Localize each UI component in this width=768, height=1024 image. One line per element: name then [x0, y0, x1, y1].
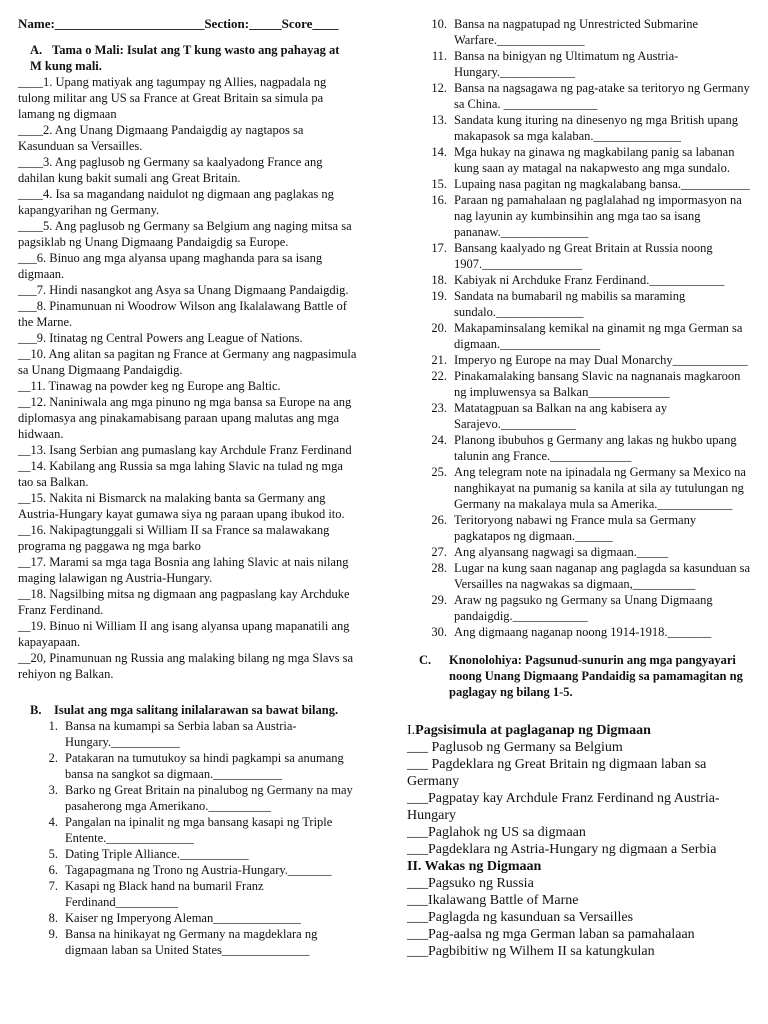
- identification-item: [18, 878, 360, 910]
- item-text: Pangalan na ipinalit ng mga bansang kasapi ng Triple Entente.______________: [65, 815, 333, 845]
- identification-item: [407, 192, 752, 240]
- true-false-item: ___7. Hindi nasangkot ang Asya sa Unang Digmaang Pandaigdig.: [18, 283, 349, 297]
- identification-item: [407, 368, 752, 400]
- section-b-items-left: [18, 718, 360, 958]
- item-text: Imperyo ng Europe na may Dual Monarchy____________: [454, 353, 748, 367]
- identification-item: [18, 750, 360, 782]
- chronology-item: ___Pagpatay kay Archdule Franz Ferdinand ng Austria-Hungary: [407, 791, 720, 823]
- identification-item: [407, 80, 752, 112]
- item-number: 10.: [431, 17, 447, 31]
- item-number: 16.: [431, 193, 447, 207]
- true-false-item: ____1. Upang matiyak ang tagumpay ng Allies, nagpadala ng tulong militar ang US sa France at Great Britain sa simula pa lamang ng digmaan: [18, 75, 327, 121]
- item-text: Barko ng Great Britain na pinalubog ng Germany na may pasaherong mga Amerikano.__________: [65, 783, 353, 813]
- section-a-heading: [30, 42, 352, 74]
- item-text: Ang digmaang naganap noong 1914-1918._______: [454, 625, 712, 639]
- true-false-item: ____5. Ang paglusob ng Germany sa Belgium ang naging mitsa sa pagsiklab ng Unang Digmaang Pandaigdig sa Europe.: [18, 219, 352, 249]
- identification-item: [18, 926, 360, 958]
- section-c-title: Knonolohiya: Pagsunud-sunurin ang mga pangyayari noong Unang Digmaang Pandaidig sa pamamagitan ng paglagay ng bilang 1-5.: [449, 653, 743, 699]
- item-number: 15.: [431, 177, 447, 191]
- true-false-item: ____3. Ang paglusob ng Germany sa kaalyadong France ang dahilan kung bakit sumali ang Great Britain.: [18, 155, 323, 185]
- chronology-item: ___Pagbibitiw ng Wilhem II sa katungkulan: [407, 944, 655, 959]
- worksheet-header: Name:_______________________Section:_____Score____: [18, 16, 339, 31]
- item-number: 27.: [431, 545, 447, 559]
- identification-item: [407, 624, 752, 640]
- item-text: Kasapi ng Black hand na bumaril Franz Ferdinand__________: [65, 879, 264, 909]
- item-number: 9.: [48, 927, 58, 941]
- true-false-item: __18. Nagsilbing mitsa ng digmaan ang pagpaslang kay Archduke Franz Ferdinand.: [18, 587, 350, 617]
- item-text: Bansa na nagpatupad ng Unrestricted Submarine Warfare.______________: [454, 17, 699, 47]
- section-b-title: Isulat ang mga salitang inilalarawan sa bawat bilang.: [54, 703, 339, 717]
- true-false-item: __17. Marami sa mga taga Bosnia ang lahing Slavic at nais nilang maging lalawigan ng Austria-Hungary.: [18, 555, 349, 585]
- identification-item: [407, 240, 752, 272]
- identification-item: [407, 560, 752, 592]
- chronology-item: ___Paglagda ng kasunduan sa Versailles: [407, 910, 634, 925]
- item-number: 18.: [431, 273, 447, 287]
- true-false-item: ___6. Binuo ang mga alyansa upang maghanda para sa isang digmaan.: [18, 251, 323, 281]
- item-number: 14.: [431, 145, 447, 159]
- true-false-item: ___9. Itinatag ng Central Powers ang League of Nations.: [18, 331, 303, 345]
- item-number: 4.: [48, 815, 58, 829]
- section-b-items-right: [407, 16, 752, 640]
- item-number: 28.: [431, 561, 447, 575]
- item-text: Lupaing nasa pagitan ng magkalabang bansa.___________: [454, 177, 750, 191]
- identification-item: [18, 718, 360, 750]
- item-text: Bansang kaalyado ng Great Britain at Russia noong 1907.________________: [454, 241, 713, 271]
- chronology-item: ___Ikalawang Battle of Marne: [407, 893, 579, 908]
- chronology-list: [407, 722, 752, 960]
- chronology-item: ___Pag-aalsa ng mga German laban sa pamahalaan: [407, 927, 695, 942]
- item-text: Ang alyansang nagwagi sa digmaan._____: [454, 545, 669, 559]
- item-number: 17.: [431, 241, 447, 255]
- identification-item: [407, 288, 752, 320]
- identification-item: [407, 464, 752, 512]
- item-text: Planong ibubuhos g Germany ang lakas ng hukbo upang talunin ang France._____________: [454, 433, 737, 463]
- item-number: 25.: [431, 465, 447, 479]
- item-number: 2.: [48, 751, 58, 765]
- chronology-item: ___ Paglusob ng Germany sa Belgium: [407, 740, 623, 755]
- item-number: 30.: [431, 625, 447, 639]
- item-number: 11.: [431, 49, 447, 63]
- identification-item: [407, 400, 752, 432]
- true-false-item: __11. Tinawag na powder keg ng Europe ang Baltic.: [18, 379, 281, 393]
- true-false-item: __13. Isang Serbian ang pumaslang kay Archdule Franz Ferdinand: [18, 443, 352, 457]
- section-a-items: [18, 74, 360, 682]
- section-c-label: C.: [419, 653, 432, 667]
- item-number: 12.: [431, 81, 447, 95]
- item-number: 21.: [431, 353, 447, 367]
- item-text: Matatagpuan sa Balkan na ang kabisera ay Sarajevo.____________: [454, 401, 668, 431]
- item-text: Bansa na hinikayat ng Germany na magdeklara ng digmaan laban sa United States______________: [65, 927, 318, 957]
- identification-item: [407, 112, 752, 144]
- chronology-item: ___Paglahok ng US sa digmaan: [407, 825, 586, 840]
- identification-item: [18, 862, 360, 878]
- item-text: Lugar na kung saan naganap ang paglagda sa kasunduan sa Versailles na nagwakas sa digmaan,__________: [454, 561, 751, 591]
- identification-item: [18, 846, 360, 862]
- section-c-heading: [407, 652, 752, 700]
- item-number: 6.: [48, 863, 58, 877]
- item-number: 5.: [48, 847, 58, 861]
- left-column: [18, 16, 360, 958]
- item-number: 13.: [431, 113, 447, 127]
- item-text: Pinakamalaking bansang Slavic na nagnanais magkaroon ng impluwensya sa Balkan_____________: [454, 369, 741, 399]
- chronology-item: ___Pagsuko ng Russia: [407, 876, 534, 891]
- chronology-part2-title: II. Wakas ng Digmaan: [407, 859, 542, 874]
- item-number: 19.: [431, 289, 447, 303]
- item-number: 1.: [48, 719, 58, 733]
- identification-item: [407, 512, 752, 544]
- item-text: Bansa na kumampi sa Serbia laban sa Austria-Hungary.___________: [65, 719, 297, 749]
- true-false-item: __10. Ang alitan sa pagitan ng France at Germany ang nagpasimula sa Unang Digmaang Pandaigdig.: [18, 347, 357, 377]
- item-number: 22.: [431, 369, 447, 383]
- item-text: Paraan ng pamahalaan ng paglalahad ng impormasyon na nag layunin ay kumbinsihin ang mga tao sa isang pananaw.______________: [454, 193, 742, 239]
- item-text: Sandata na bumabaril ng mabilis sa maraming sundalo.______________: [454, 289, 686, 319]
- true-false-item: __20, Pinamunuan ng Russia ang malaking bilang ng mga Slavs sa rehiyon ng Balkan.: [18, 651, 354, 681]
- true-false-item: __12. Naniniwala ang mga pinuno ng mga bansa sa Europe na ang diplomasya ang pinakamabisang paraan upang malutas ang mga hidwaan.: [18, 395, 352, 441]
- identification-item: [407, 544, 752, 560]
- true-false-item: __16. Nakipagtunggali si William II sa France sa malawakang programa ng paggawa ng mga barko: [18, 523, 330, 553]
- part1-title-text: Pagsisimula at paglaganap ng Digmaan: [415, 723, 651, 738]
- section-b-heading: [18, 702, 360, 718]
- identification-item: [407, 352, 752, 368]
- item-text: Araw ng pagsuko ng Germany sa Unang Digmaang pandaigdig.____________: [454, 593, 713, 623]
- item-number: 8.: [48, 911, 58, 925]
- chronology-item: ___ Pagdeklara ng Great Britain ng digmaan laban sa Germany: [407, 757, 707, 789]
- identification-item: [407, 432, 752, 464]
- item-text: Patakaran na tumutukoy sa hindi pagkampi sa anumang bansa na sangkot sa digmaan.___________: [65, 751, 344, 781]
- item-number: 24.: [431, 433, 447, 447]
- identification-item: [407, 320, 752, 352]
- item-text: Makapaminsalang kemikal na ginamit ng mga German sa digmaan.________________: [454, 321, 743, 351]
- item-number: 26.: [431, 513, 447, 527]
- section-a-title-bold: Tama o Mali: [52, 43, 120, 57]
- chronology-part1-title: [407, 722, 752, 739]
- identification-item: [18, 910, 360, 926]
- identification-item: [407, 272, 752, 288]
- part1-roman: I.: [407, 723, 416, 738]
- section-a-label: A.: [30, 43, 43, 57]
- item-text: Ang telegram note na ipinadala ng Germany sa Mexico na nanghikayat na pumanig sa kanila at sila ay tutulungan ng Germany na makalaya mula sa Amerika.____________: [454, 465, 746, 511]
- item-text: Teritoryong nabawi ng France mula sa Germany pagkatapos ng digmaan.______: [454, 513, 697, 543]
- identification-item: [18, 814, 360, 846]
- true-false-item: __14. Kabilang ang Russia sa mga lahing Slavic na tulad ng mga tao sa Balkan.: [18, 459, 343, 489]
- item-text: Kabiyak ni Archduke Franz Ferdinand.____________: [454, 273, 725, 287]
- item-number: 29.: [431, 593, 447, 607]
- chronology-item: ___Pagdeklara ng Astria-Hungary ng digmaan a Serbia: [407, 842, 717, 857]
- item-text: Dating Triple Alliance.___________: [65, 847, 249, 861]
- item-text: Bansa na nagsagawa ng pag-atake sa teritoryo ng Germany sa China. _______________: [454, 81, 750, 111]
- true-false-item: ____2. Ang Unang Digmaang Pandaigdig ay nagtapos sa Kasunduan sa Versailles.: [18, 123, 304, 153]
- item-text: Sandata kung ituring na dinesenyo ng mga British upang makapasok sa mga kalaban.______________: [454, 113, 738, 143]
- item-number: 23.: [431, 401, 447, 415]
- section-a-title-rest: : Isulat ang T kung wasto ang pahayag at M kung mali.: [30, 43, 340, 73]
- item-text: Kaiser ng Imperyong Aleman______________: [65, 911, 301, 925]
- identification-item: [407, 592, 752, 624]
- item-number: 7.: [48, 879, 58, 893]
- item-number: 3.: [48, 783, 58, 797]
- true-false-item: ____4. Isa sa magandang naidulot ng digmaan ang paglakas ng kapangyarihan ng Germany.: [18, 187, 334, 217]
- section-b-label: B.: [30, 703, 42, 717]
- identification-item: [407, 48, 752, 80]
- identification-item: [18, 782, 360, 814]
- true-false-item: ___8. Pinamunuan ni Woodrow Wilson ang Ikalalawang Battle of the Marne.: [18, 299, 347, 329]
- item-text: Tagapagmana ng Trono ng Austria-Hungary._______: [65, 863, 332, 877]
- right-column: [407, 16, 752, 960]
- identification-item: [407, 176, 752, 192]
- item-text: Bansa na binigyan ng Ultimatum ng Austria-Hungary.____________: [454, 49, 679, 79]
- item-text: Mga hukay na ginawa ng magkabilang panig sa labanan kung saan ay matagal na nakapwesto ang mga sundalo.: [454, 145, 735, 175]
- identification-item: [407, 144, 752, 176]
- item-number: 20.: [431, 321, 447, 335]
- identification-item: [407, 16, 752, 48]
- true-false-item: __15. Nakita ni Bismarck na malaking banta sa Germany ang Austria-Hungary kayat gumawa siya ng paraan upang ibukod ito.: [18, 491, 345, 521]
- true-false-item: __19. Binuo ni William II ang isang alyansa upang mapanatili ang kapayapaan.: [18, 619, 350, 649]
